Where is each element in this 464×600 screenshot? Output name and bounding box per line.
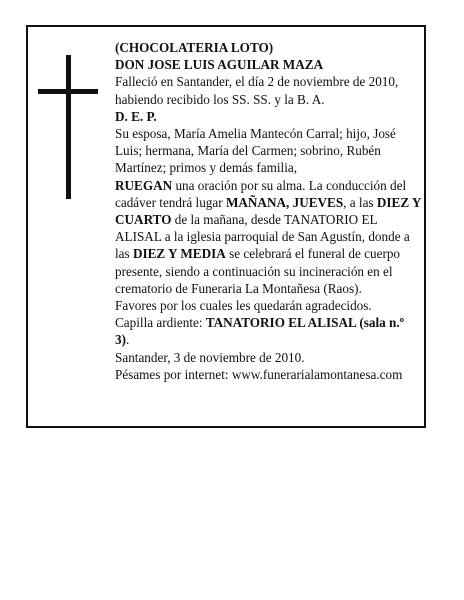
thanks-line: Favores por los cuales les quedarán agradecidos. (115, 298, 372, 314)
dep-line: D. E. P. (115, 108, 157, 124)
condolences-line: Pésames por internet: www.funerarialamontanesa.com (115, 366, 403, 382)
notice-text (115, 39, 421, 383)
funeral-text-1: una oración por su alma. La conducción del cadáver tendrá lugar (115, 177, 407, 210)
departure-time: DIEZ Y CUARTO (115, 194, 421, 228)
chapel-end: . (126, 332, 130, 348)
family-list: Su esposa, María Amelia Mantecón Carral; hijo, José Luis; hermana, María del Carmen; sobrino, Rubén Martínez; primos y demás familia, (115, 126, 396, 176)
funeral-text-2: , a las (343, 194, 377, 210)
funeral-time: DIEZ Y MEDIA (132, 246, 226, 262)
funeral-day: MAÑANA, JUEVES (225, 194, 344, 210)
chapel-label: Capilla ardiente: (115, 315, 206, 331)
chapel-place: TANATORIO EL ALISAL (sala n.º 3) (115, 315, 405, 348)
funeral-details (115, 177, 421, 297)
funeral-text-3: de la mañana, desde TANATORIO EL ALISAL a la iglesia parroquial de San Agustín, donde a las (115, 212, 410, 262)
company-name: (CHOCOLATERIA LOTO) (115, 40, 274, 55)
funeral-text-4: se celebrará el funeral de cuerpo presente, siendo a continuación su incineración en el crematorio de Funeraria La Montañesa (Raos). (115, 246, 401, 296)
dateline: Santander, 3 de noviembre de 2010. (115, 349, 305, 365)
cross-horizontal-bar (38, 89, 98, 94)
latin-cross-icon (38, 55, 98, 199)
chapel-line (115, 314, 421, 348)
cross-vertical-bar (66, 55, 71, 199)
death-statement: Falleció en Santander, el día 2 de noviembre de 2010, habiendo recibido los SS. SS. y la B. A. (115, 74, 399, 107)
ruegan-label: RUEGAN (115, 177, 173, 193)
obituary-notice (26, 25, 426, 428)
deceased-name: DON JOSE LUIS AGUILAR MAZA (115, 57, 324, 73)
